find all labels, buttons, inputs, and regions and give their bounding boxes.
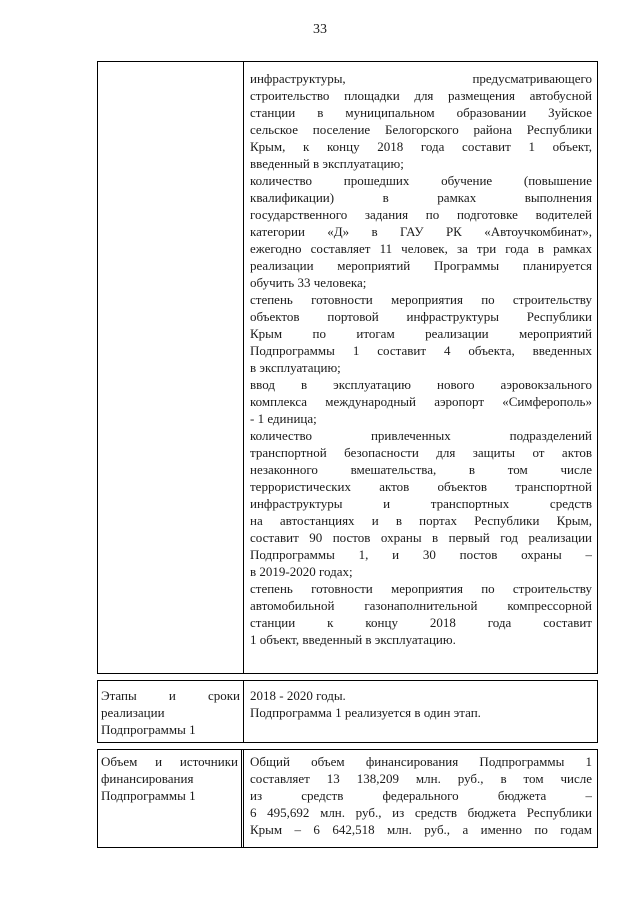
row1-content-cell xyxy=(244,62,597,673)
row1-text-line: на автостанциях и в портах Республики Крым, xyxy=(250,513,592,528)
row1-text-line: квалификации) в рамках выполнения xyxy=(250,190,592,205)
row3-text-line: Крым – 6 642,518 млн. руб., а именно по годам xyxy=(250,822,592,837)
row1-text-line: введенный в эксплуатацию; xyxy=(250,156,404,171)
row1-text-line: степень готовности мероприятия по строительству xyxy=(250,581,592,596)
row3-label-line: Объем и источники xyxy=(101,754,238,769)
row1-text-line: строительство площадки для размещения автобусной xyxy=(250,88,592,103)
row3-text-line: из средств федерального бюджета – xyxy=(250,788,592,803)
table-row-funding xyxy=(97,749,598,848)
row2-label-line: Подпрограммы 1 xyxy=(101,722,196,737)
table-row-stages xyxy=(97,680,598,743)
row1-text-line: Крым, к концу 2018 года составит 1 объект, xyxy=(250,139,592,154)
row1-text-line: транспортной безопасности для защиты от актов xyxy=(250,445,592,460)
row1-text-line: террористических актов объектов транспортной xyxy=(250,479,592,494)
row1-text-line: обучить 33 человека; xyxy=(250,275,367,290)
row1-text-line: Крым по итогам реализации мероприятий xyxy=(250,326,592,341)
row2-label-cell xyxy=(98,681,244,742)
row3-content-cell xyxy=(244,750,597,847)
row1-text-line: инфраструктуры, предусматривающего xyxy=(250,71,592,86)
row1-text-line: сельское поселение Белогорского района Республики xyxy=(250,122,592,137)
row3-label-line: Подпрограммы 1 xyxy=(101,788,196,803)
row3-text-line: 6 495,692 млн. руб., из средств бюджета Республики xyxy=(250,805,592,820)
row1-text-line: ввод в эксплуатацию нового аэровокзального xyxy=(250,377,592,392)
row2-text-line: 2018 - 2020 годы. xyxy=(250,688,346,703)
row1-text-line: Подпрограммы 1 составит 4 объекта, введенных xyxy=(250,343,592,358)
row1-text-line: комплекса международный аэропорт «Симферополь» xyxy=(250,394,592,409)
row1-text-line: категории «Д» в ГАУ РК «Автоучкомбинат», xyxy=(250,224,592,239)
row1-text-line: объектов портовой инфраструктуры Республики xyxy=(250,309,592,324)
row1-text-line: ежегодно составляет 11 человек, за три года в рамках xyxy=(250,241,592,256)
row1-text-line: автомобильной газонаполнительной компрессорной xyxy=(250,598,592,613)
row1-text-line: составит 90 постов охраны в первый год реализации xyxy=(250,530,592,545)
row2-label-line: реализации xyxy=(101,705,165,720)
row3-text-line: Общий объем финансирования Подпрограммы 1 xyxy=(250,754,592,769)
row2-text-line: Подпрограмма 1 реализуется в один этап. xyxy=(250,705,481,720)
row1-text-line: станции в муниципальном образовании Зуйское xyxy=(250,105,592,120)
row1-text-line: в эксплуатацию; xyxy=(250,360,341,375)
row1-text-line: незаконного вмешательства, в том числе xyxy=(250,462,592,477)
row1-label-cell xyxy=(98,62,244,673)
row2-content-cell xyxy=(244,681,597,742)
table-row-targets xyxy=(97,61,598,674)
row1-text-line: станции к концу 2018 года составит xyxy=(250,615,592,630)
row3-label-cell xyxy=(98,750,244,847)
row1-text-line: количество прошедших обучение (повышение xyxy=(250,173,592,188)
row1-text-line: - 1 единица; xyxy=(250,411,317,426)
row1-text-line: государственного задания по подготовке водителей xyxy=(250,207,592,222)
row1-text-line: Подпрограммы 1, и 30 постов охраны – xyxy=(250,547,592,562)
row2-label-line: Этапы и сроки xyxy=(101,688,240,703)
row1-text-line: в 2019-2020 годах; xyxy=(250,564,353,579)
row3-label-line: финансирования xyxy=(101,771,194,786)
row1-text-line: 1 объект, введенный в эксплуатацию. xyxy=(250,632,456,647)
row1-text-line: инфраструктуры и транспортных средств xyxy=(250,496,592,511)
row3-text-line: составляет 13 138,209 млн. руб., в том числе xyxy=(250,771,592,786)
row1-text-line: степень готовности мероприятия по строительству xyxy=(250,292,592,307)
row1-text-line: реализации мероприятий Программы планируется xyxy=(250,258,592,273)
passport-table xyxy=(97,61,598,848)
row1-text-line: количество привлеченных подразделений xyxy=(250,428,592,443)
page-number: 33 xyxy=(313,22,327,37)
